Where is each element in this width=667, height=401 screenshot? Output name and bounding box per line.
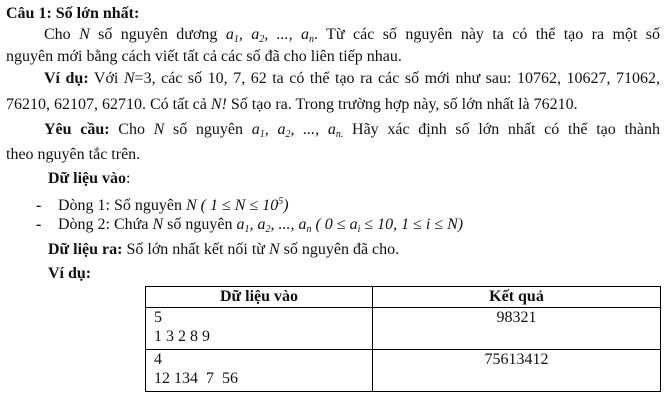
header-output: Kết quả	[373, 287, 661, 308]
input-heading: Dữ liệu vào:	[48, 170, 131, 187]
input-line-2: - Dòng 2: Chứa N số nguyên $a_1$, $a_2$, ..., $a_n$ ( $0 \le a_i \le 10$, 1 ≤ i ≤ N)	[36, 216, 464, 235]
header-input: Dữ liệu vào	[146, 287, 373, 308]
input-cell: 5 1 3 2 8 9	[146, 308, 373, 350]
requirement-line-2: theo nguyên tắc trên.	[6, 146, 141, 163]
intro-line-2: nguyên mới bằng cách viết tất cả các số đã cho liên tiếp nhau.	[6, 48, 402, 65]
input-line-1: - Dòng 1: Số nguyên N ( $1 \le N \le 10^5$)	[36, 196, 289, 214]
bullet-dash: -	[36, 216, 42, 233]
intro-line-1: Cho N số nguyên dương $a_1$, $a_2$, ..., $a_n$. Từ các số nguyên này ta có thể tạo ra một số	[44, 26, 661, 45]
example-line-2: 76210, 62107, 62710. Có tất cả N! Số tạo ra. Trong trường hợp này, số lớn nhất là 76210.	[6, 96, 578, 113]
example-table	[145, 286, 661, 392]
bullet-dash: -	[36, 197, 42, 214]
example-heading: Ví dụ:	[48, 265, 92, 282]
table-row	[146, 308, 661, 350]
example-line-1: Ví dụ: Với N=3, các số 10, 7, 62 ta có thể tạo ra các số mới như sau: 10762, 10627, 71062,	[44, 70, 661, 87]
input-cell: 4 12 134 7 56	[146, 350, 373, 392]
output-cell: 98321	[373, 308, 661, 350]
output-line: Dữ liệu ra: Số lớn nhất kết nối từ N số nguyên đã cho.	[48, 241, 400, 258]
problem-title: Câu 1: Số lớn nhất:	[6, 5, 140, 22]
table-header-row	[146, 287, 661, 308]
output-cell: 75613412	[373, 350, 661, 392]
table-row	[146, 350, 661, 392]
requirement-line-1: Yêu cầu: Cho N số nguyên $a_1$, $a_2$, ..., $a_{n.}$ Hãy xác định số lớn nhất có thể tạo thành	[44, 121, 661, 140]
